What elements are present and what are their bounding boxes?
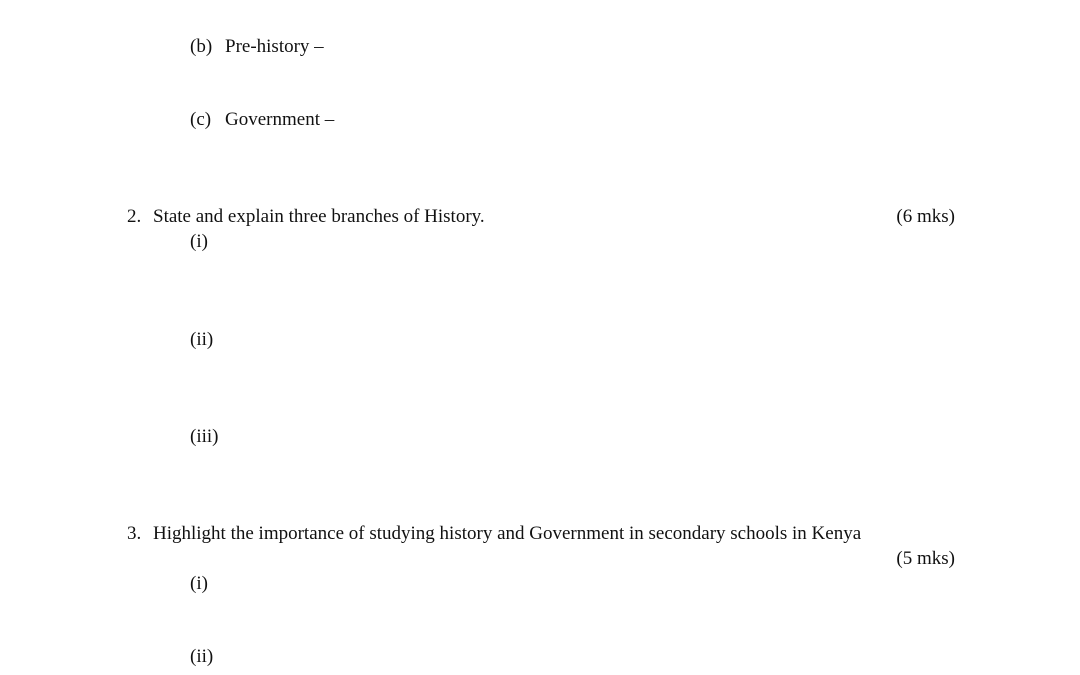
item-c xyxy=(190,108,334,132)
item-b-label: (b) xyxy=(190,36,213,57)
question-3-subitem-ii: (ii) xyxy=(190,646,214,667)
question-3-number: 3. xyxy=(127,523,142,544)
item-b-text: Pre-history – xyxy=(225,36,324,57)
question-2 xyxy=(127,205,485,229)
item-c-text: Government – xyxy=(225,109,335,130)
question-2-subitem-iii: (iii) xyxy=(190,426,219,447)
question-3-marks: (5 mks) xyxy=(896,548,955,569)
item-c-label: (c) xyxy=(190,109,212,130)
question-2-text: State and explain three branches of History. xyxy=(153,206,485,227)
question-2-subitem-ii: (ii) xyxy=(190,329,214,350)
question-3-subitem-i: (i) xyxy=(190,573,208,594)
question-3-text: Highlight the importance of studying history and Government in secondary schools in Kenya xyxy=(153,523,862,544)
question-2-number: 2. xyxy=(127,206,142,227)
question-2-marks: (6 mks) xyxy=(896,206,955,227)
question-3 xyxy=(127,522,861,546)
question-2-subitem-i: (i) xyxy=(190,231,208,252)
item-b xyxy=(190,35,324,59)
